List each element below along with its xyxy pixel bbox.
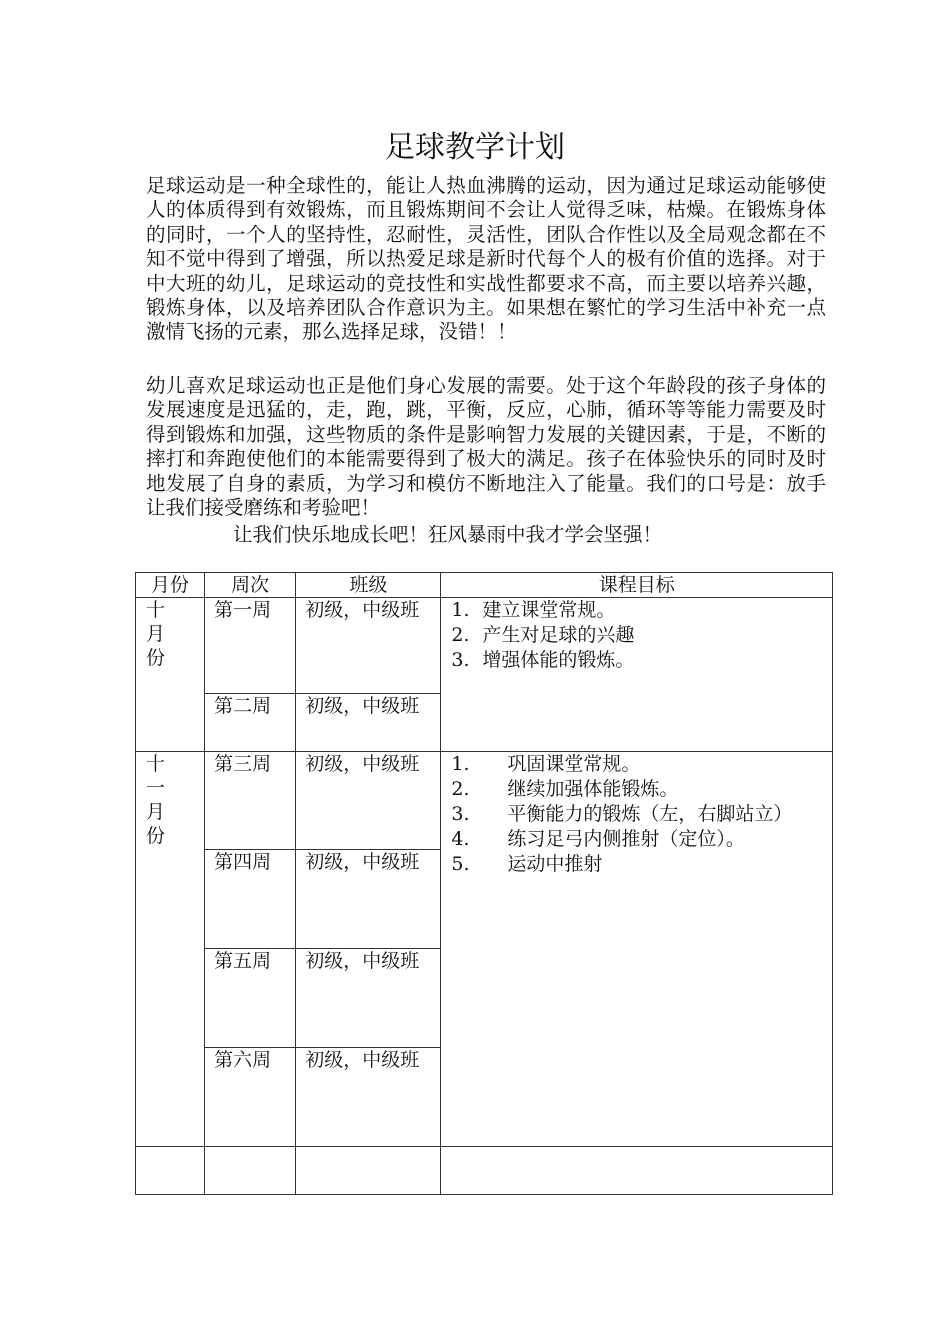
class-cell: 初级，中级班 (296, 752, 441, 850)
class-cell: 初级，中级班 (296, 1048, 441, 1147)
header-class: 班级 (296, 573, 441, 598)
list-item: 2. 继续加强体能锻炼。 (451, 778, 679, 800)
header-week: 周次 (205, 573, 296, 598)
slogan: 让我们快乐地成长吧！狂风暴雨中我才学会坚强！ (233, 523, 663, 546)
class-cell: 初级，中级班 (296, 949, 441, 1048)
table-row (136, 598, 833, 694)
table-row-empty (136, 1147, 833, 1195)
class-cell: 初级，中级班 (296, 850, 441, 949)
list-item: 5. 运动中推射 (451, 853, 603, 875)
table-header-row (136, 573, 833, 598)
list-item: 4. 练习足弓内侧推射（定位）。 (451, 828, 745, 850)
month-label: 十一月份 (146, 753, 166, 847)
intro-paragraph-1: 足球运动是一种全球性的，能让人热血沸腾的运动，因为通过足球运动能够使人的体质得到有效锻炼，而且锻炼期间不会让人觉得乏味，枯燥。在锻炼身体的同时，一个人的坚持性，忍耐性，灵活性，团队合作性以及全局观念都在不知不觉中得到了增强，所以热爱足球是新时代每个人的极有价值的选择。对于中大班的幼儿，足球运动的竞技性和实战性都要求不高，而主要以培养兴趣，锻炼身体，以及培养团队合作意识为主。如果想在繁忙的学习生活中补充一点激情飞扬的元素，那么选择足球，没错！！ (146, 174, 826, 344)
table-row (136, 752, 833, 850)
week-cell: 第二周 (205, 694, 296, 752)
goal-cell-october (441, 598, 833, 752)
week-cell: 第五周 (205, 949, 296, 1048)
list-item: 1. 巩固课堂常规。 (451, 753, 641, 775)
goal-list (441, 598, 832, 673)
intro-paragraph-2: 幼儿喜欢足球运动也正是他们身心发展的需要。处于这个年龄段的孩子身体的发展速度是迅猛的，走，跑，跳，平衡，反应，心肺，循环等等能力需要及时得到锻炼和加强，这些物质的条件是影响智力发展的关键因素，于是，不断的摔打和奔跑使他们的本能需要得到了极大的满足。孩子在体验快乐的同时及时地发展了自身的素质，为学习和模仿不断地注入了能量。我们的口号是：放手让我们接受磨练和考验吧！ (146, 374, 826, 520)
week-cell: 第六周 (205, 1048, 296, 1147)
month-cell-november (136, 752, 205, 1147)
week-cell: 第四周 (205, 850, 296, 949)
week-cell: 第三周 (205, 752, 296, 850)
empty-cell (205, 1147, 296, 1195)
document-title: 足球教学计划 (385, 130, 565, 165)
week-cell: 第一周 (205, 598, 296, 694)
list-item: 3. 平衡能力的锻炼（左，右脚站立） (451, 803, 793, 825)
empty-cell (136, 1147, 205, 1195)
goal-cell-november (441, 752, 833, 1147)
header-goal: 课程目标 (441, 573, 833, 598)
list-item: 1. 建立课堂常规。 (451, 599, 616, 621)
month-label: 十月份 (146, 599, 166, 669)
goal-list (441, 752, 832, 877)
list-item: 2. 产生对足球的兴趣 (451, 624, 635, 646)
class-cell: 初级，中级班 (296, 694, 441, 752)
header-month: 月份 (136, 573, 205, 598)
class-cell: 初级，中级班 (296, 598, 441, 694)
teaching-plan-table (135, 572, 833, 1195)
month-cell-october (136, 598, 205, 752)
empty-cell (296, 1147, 441, 1195)
list-item: 3. 增强体能的锻炼。 (451, 649, 635, 671)
empty-cell (441, 1147, 833, 1195)
